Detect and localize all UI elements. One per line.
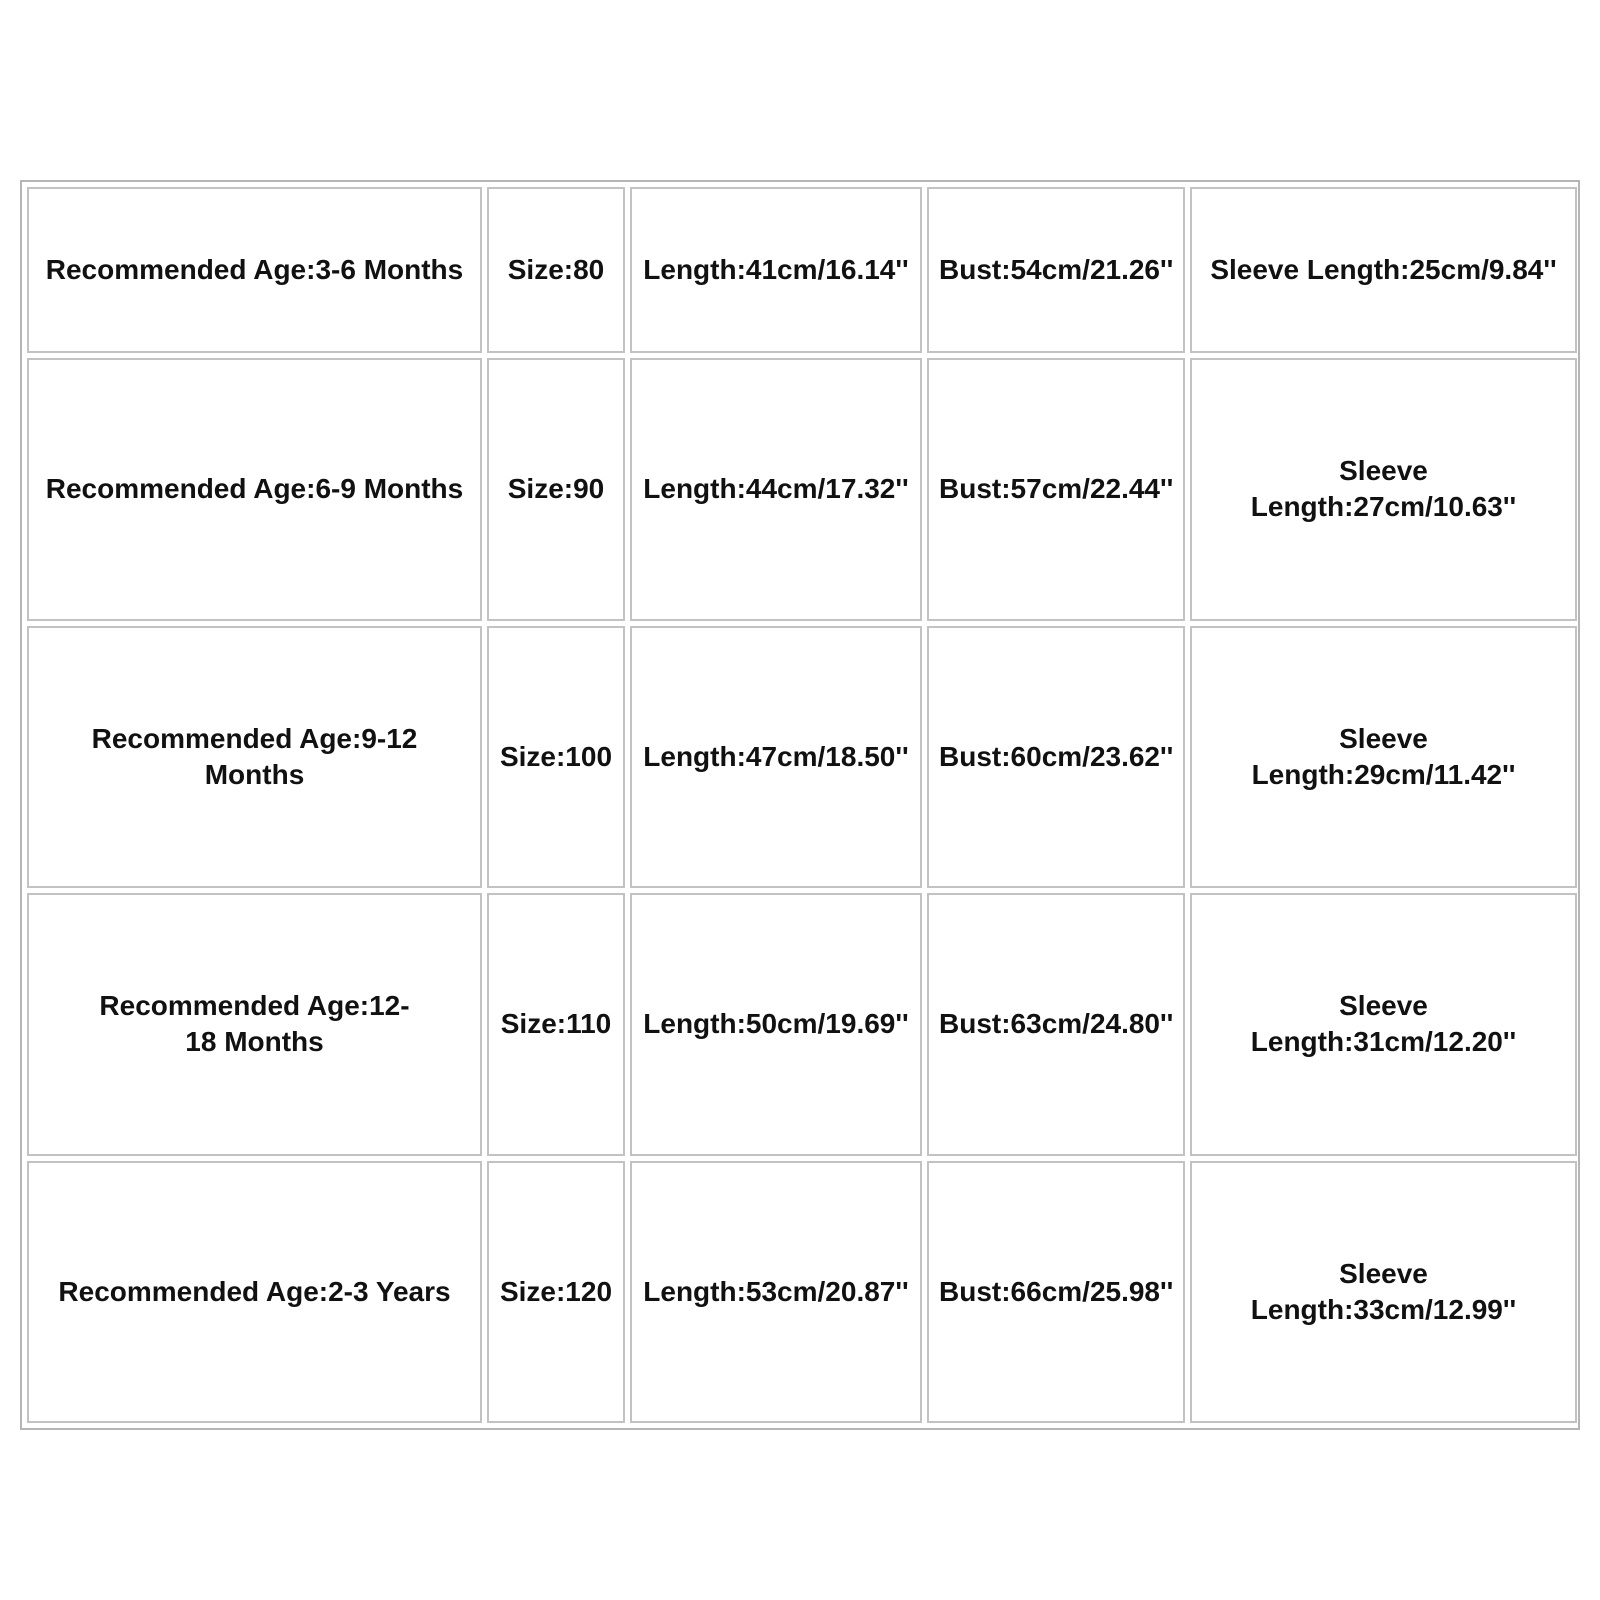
- age-cell: [27, 893, 482, 1155]
- size-text: Size:100: [499, 740, 613, 772]
- length-text: Length:50cm/19.69'': [643, 1008, 909, 1040]
- table-row: [27, 187, 1577, 353]
- bust-cell: [927, 187, 1185, 353]
- bust-cell: [927, 893, 1185, 1155]
- length-text: Length:47cm/18.50'': [643, 740, 909, 772]
- size-cell: [487, 893, 625, 1155]
- length-cell: [630, 187, 922, 353]
- size-chart-table: [20, 180, 1580, 1430]
- size-cell: [487, 626, 625, 888]
- length-text: Length:44cm/17.32'': [643, 473, 909, 505]
- sleeve-text: Sleeve Length:33cm/12.99'': [1250, 1257, 1517, 1325]
- sleeve-text: Sleeve Length:25cm/9.84'': [1210, 254, 1557, 286]
- length-text: Length:41cm/16.14'': [643, 254, 909, 286]
- length-cell: [630, 626, 922, 888]
- size-text: Size:120: [499, 1275, 613, 1307]
- length-cell: [630, 358, 922, 620]
- size-cell: [487, 187, 625, 353]
- sleeve-cell: [1190, 626, 1577, 888]
- sleeve-cell: [1190, 893, 1577, 1155]
- age-cell: [27, 358, 482, 620]
- bust-cell: [927, 626, 1185, 888]
- bust-text: Bust:57cm/22.44'': [939, 473, 1174, 505]
- length-cell: [630, 1161, 922, 1423]
- sleeve-cell: [1190, 1161, 1577, 1423]
- size-cell: [487, 1161, 625, 1423]
- table-row: [27, 358, 1577, 620]
- age-text: Recommended Age:9-12 Months: [91, 722, 418, 790]
- table-row: [27, 1161, 1577, 1423]
- sleeve-text: Sleeve Length:31cm/12.20'': [1250, 990, 1517, 1058]
- size-cell: [487, 358, 625, 620]
- table-row: [27, 626, 1577, 888]
- sleeve-cell: [1190, 187, 1577, 353]
- bust-text: Bust:54cm/21.26'': [939, 254, 1174, 286]
- age-cell: [27, 1161, 482, 1423]
- sleeve-text: Sleeve Length:29cm/11.42'': [1251, 722, 1516, 790]
- size-text: Size:90: [507, 473, 605, 505]
- sleeve-text: Sleeve Length:27cm/10.63'': [1250, 455, 1517, 523]
- age-text: Recommended Age:6-9 Months: [45, 473, 464, 505]
- size-text: Size:80: [507, 254, 605, 286]
- bust-text: Bust:60cm/23.62'': [939, 740, 1174, 772]
- bust-cell: [927, 1161, 1185, 1423]
- length-cell: [630, 893, 922, 1155]
- bust-text: Bust:63cm/24.80'': [939, 1008, 1174, 1040]
- sleeve-cell: [1190, 358, 1577, 620]
- age-text: Recommended Age:2-3 Years: [58, 1275, 451, 1307]
- bust-text: Bust:66cm/25.98'': [939, 1275, 1174, 1307]
- bust-cell: [927, 358, 1185, 620]
- age-cell: [27, 187, 482, 353]
- size-text: Size:110: [500, 1008, 612, 1040]
- age-text: Recommended Age:12-18 Months: [99, 990, 410, 1058]
- age-cell: [27, 626, 482, 888]
- age-text: Recommended Age:3-6 Months: [45, 254, 464, 286]
- size-table: [22, 182, 1582, 1428]
- length-text: Length:53cm/20.87'': [643, 1275, 909, 1307]
- table-row: [27, 893, 1577, 1155]
